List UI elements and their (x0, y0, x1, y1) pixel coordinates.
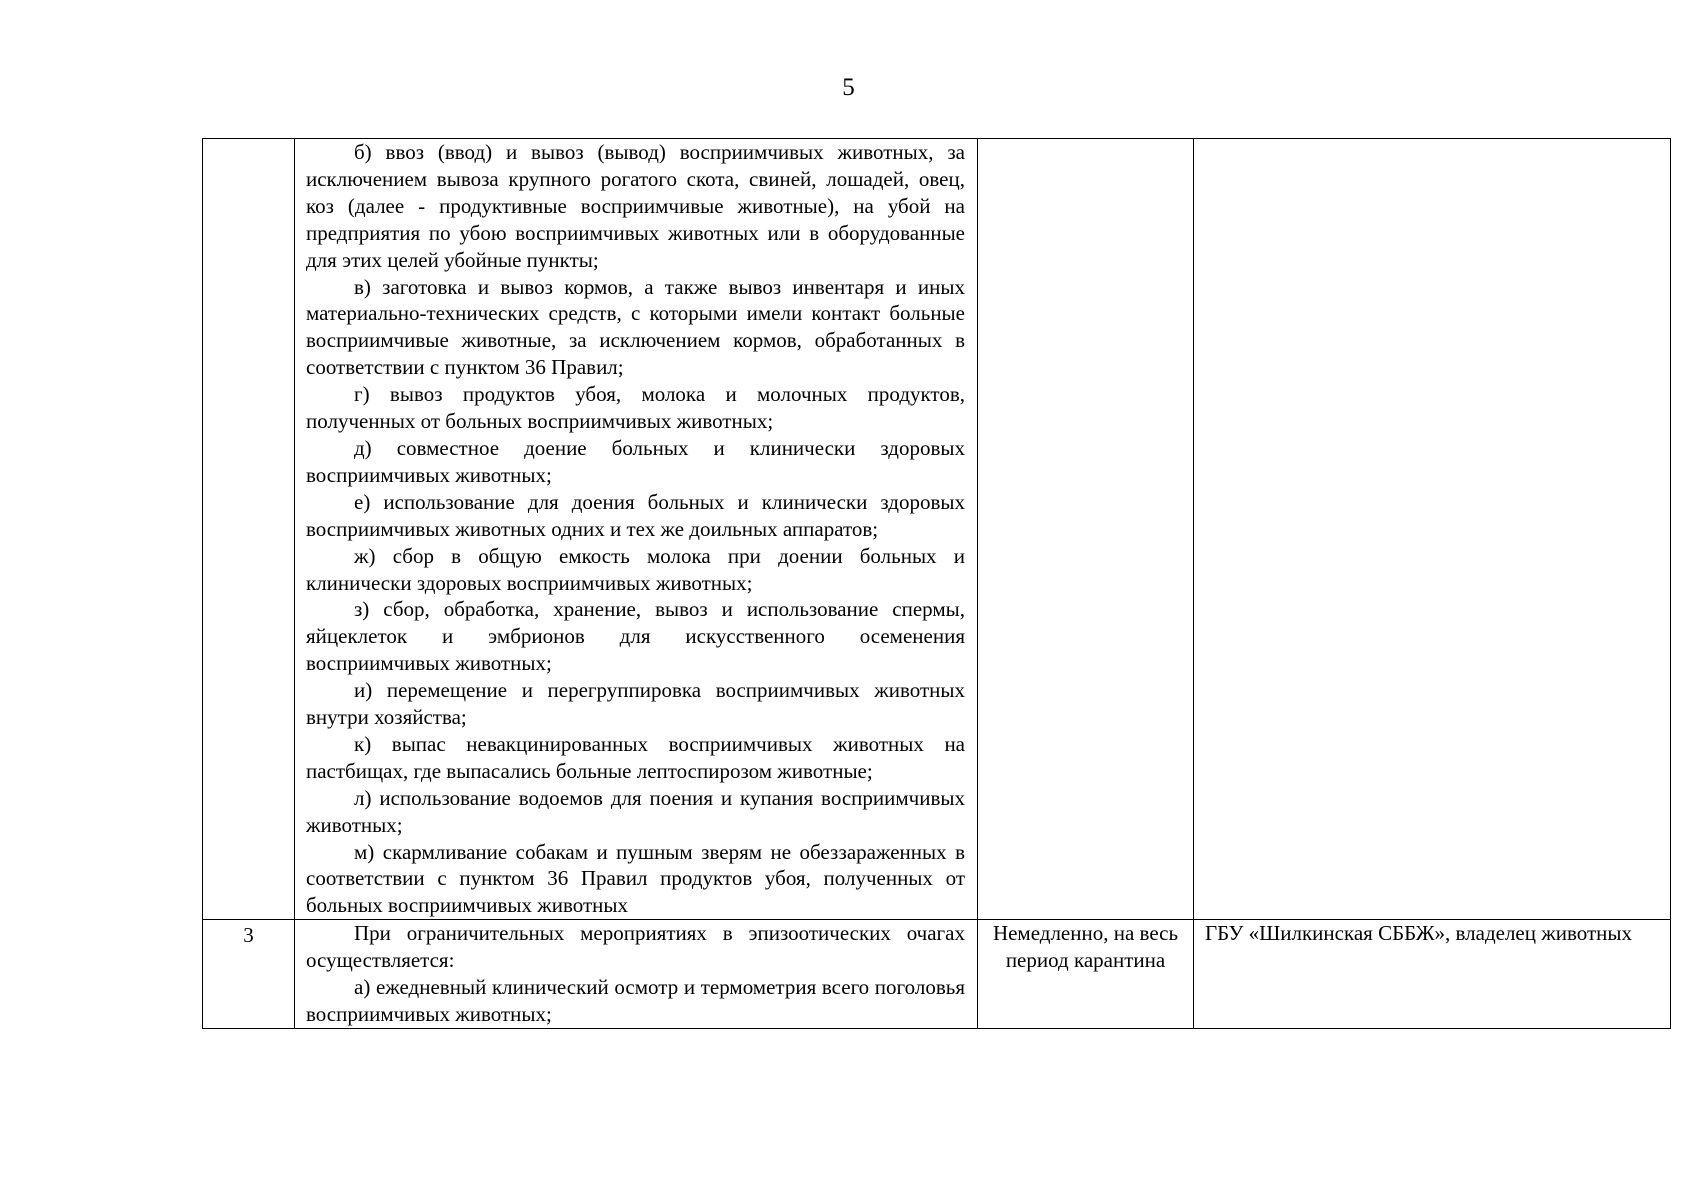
measures-text (295, 139, 978, 920)
responsible-cell: ГБУ «Шилкинская СББЖ», владелец животных (1194, 920, 1671, 1029)
measure-paragraph: г) вывоз продуктов убоя, молока и молочных продуктов, полученных от больных восприимчивых животных; (306, 382, 965, 434)
period-cell (978, 139, 1194, 920)
responsible-cell (1194, 139, 1671, 920)
measure-paragraph: к) выпас невакцинированных восприимчивых животных на пастбищах, где выпасались больные лептоспирозом животные; (306, 731, 965, 783)
measure-paragraph: а) ежедневный клинический осмотр и термометрия всего поголовья восприимчивых животных; (306, 975, 965, 1026)
measure-paragraph: и) перемещение и перегруппировка восприимчивых животных внутри хозяйства; (306, 678, 965, 730)
measures-text (295, 920, 978, 1029)
measure-paragraph: ж) сбор в общую емкость молока при доении больных и клинически здоровых восприимчивых животных; (306, 543, 965, 595)
measure-paragraph: б) ввоз (ввод) и вывоз (вывод) восприимчивых животных, за исключением вывоза крупного рогатого скота, свиней, лошадей, овец, коз (далее - продуктивные восприимчивые животные), на убой на предприятия по убою восприимчивых животных или в оборудованные для этих целей убойные пункты; (306, 140, 965, 272)
period-cell: Немедленно, на весь период карантина (978, 920, 1194, 1029)
measures-table (202, 138, 1671, 1029)
measure-paragraph: д) совместное доение больных и клинически здоровых восприимчивых животных; (306, 435, 965, 487)
table-row (203, 920, 1671, 1029)
measure-paragraph: е) использование для доения больных и клинически здоровых восприимчивых животных одних и тех же доильных аппаратов; (306, 489, 965, 541)
measure-paragraph: л) использование водоемов для поения и купания восприимчивых животных; (306, 785, 965, 837)
row-number (203, 139, 295, 920)
page-number: 5 (842, 74, 855, 101)
measure-paragraph: При ограничительных мероприятиях в эпизоотических очагах осуществляется: (306, 921, 965, 973)
measure-paragraph: з) сбор, обработка, хранение, вывоз и использование спермы, яйцеклеток и эмбрионов для искусственного осеменения восприимчивых животных; (306, 597, 965, 676)
table-row (203, 139, 1671, 920)
measure-paragraph: м) скармливание собакам и пушным зверям не обеззараженных в соответствии с пунктом 36 Правил продуктов убоя, полученных от больных восприимчивых животных (306, 839, 965, 918)
measure-paragraph: в) заготовка и вывоз кормов, а также вывоз инвентаря и иных материально-технических средств, с которыми имели контакт больные восприимчивые животные, за исключением кормов, обработанных в соответствии с пунктом 36 Правил; (306, 274, 965, 380)
row-number: 3 (203, 920, 295, 1029)
